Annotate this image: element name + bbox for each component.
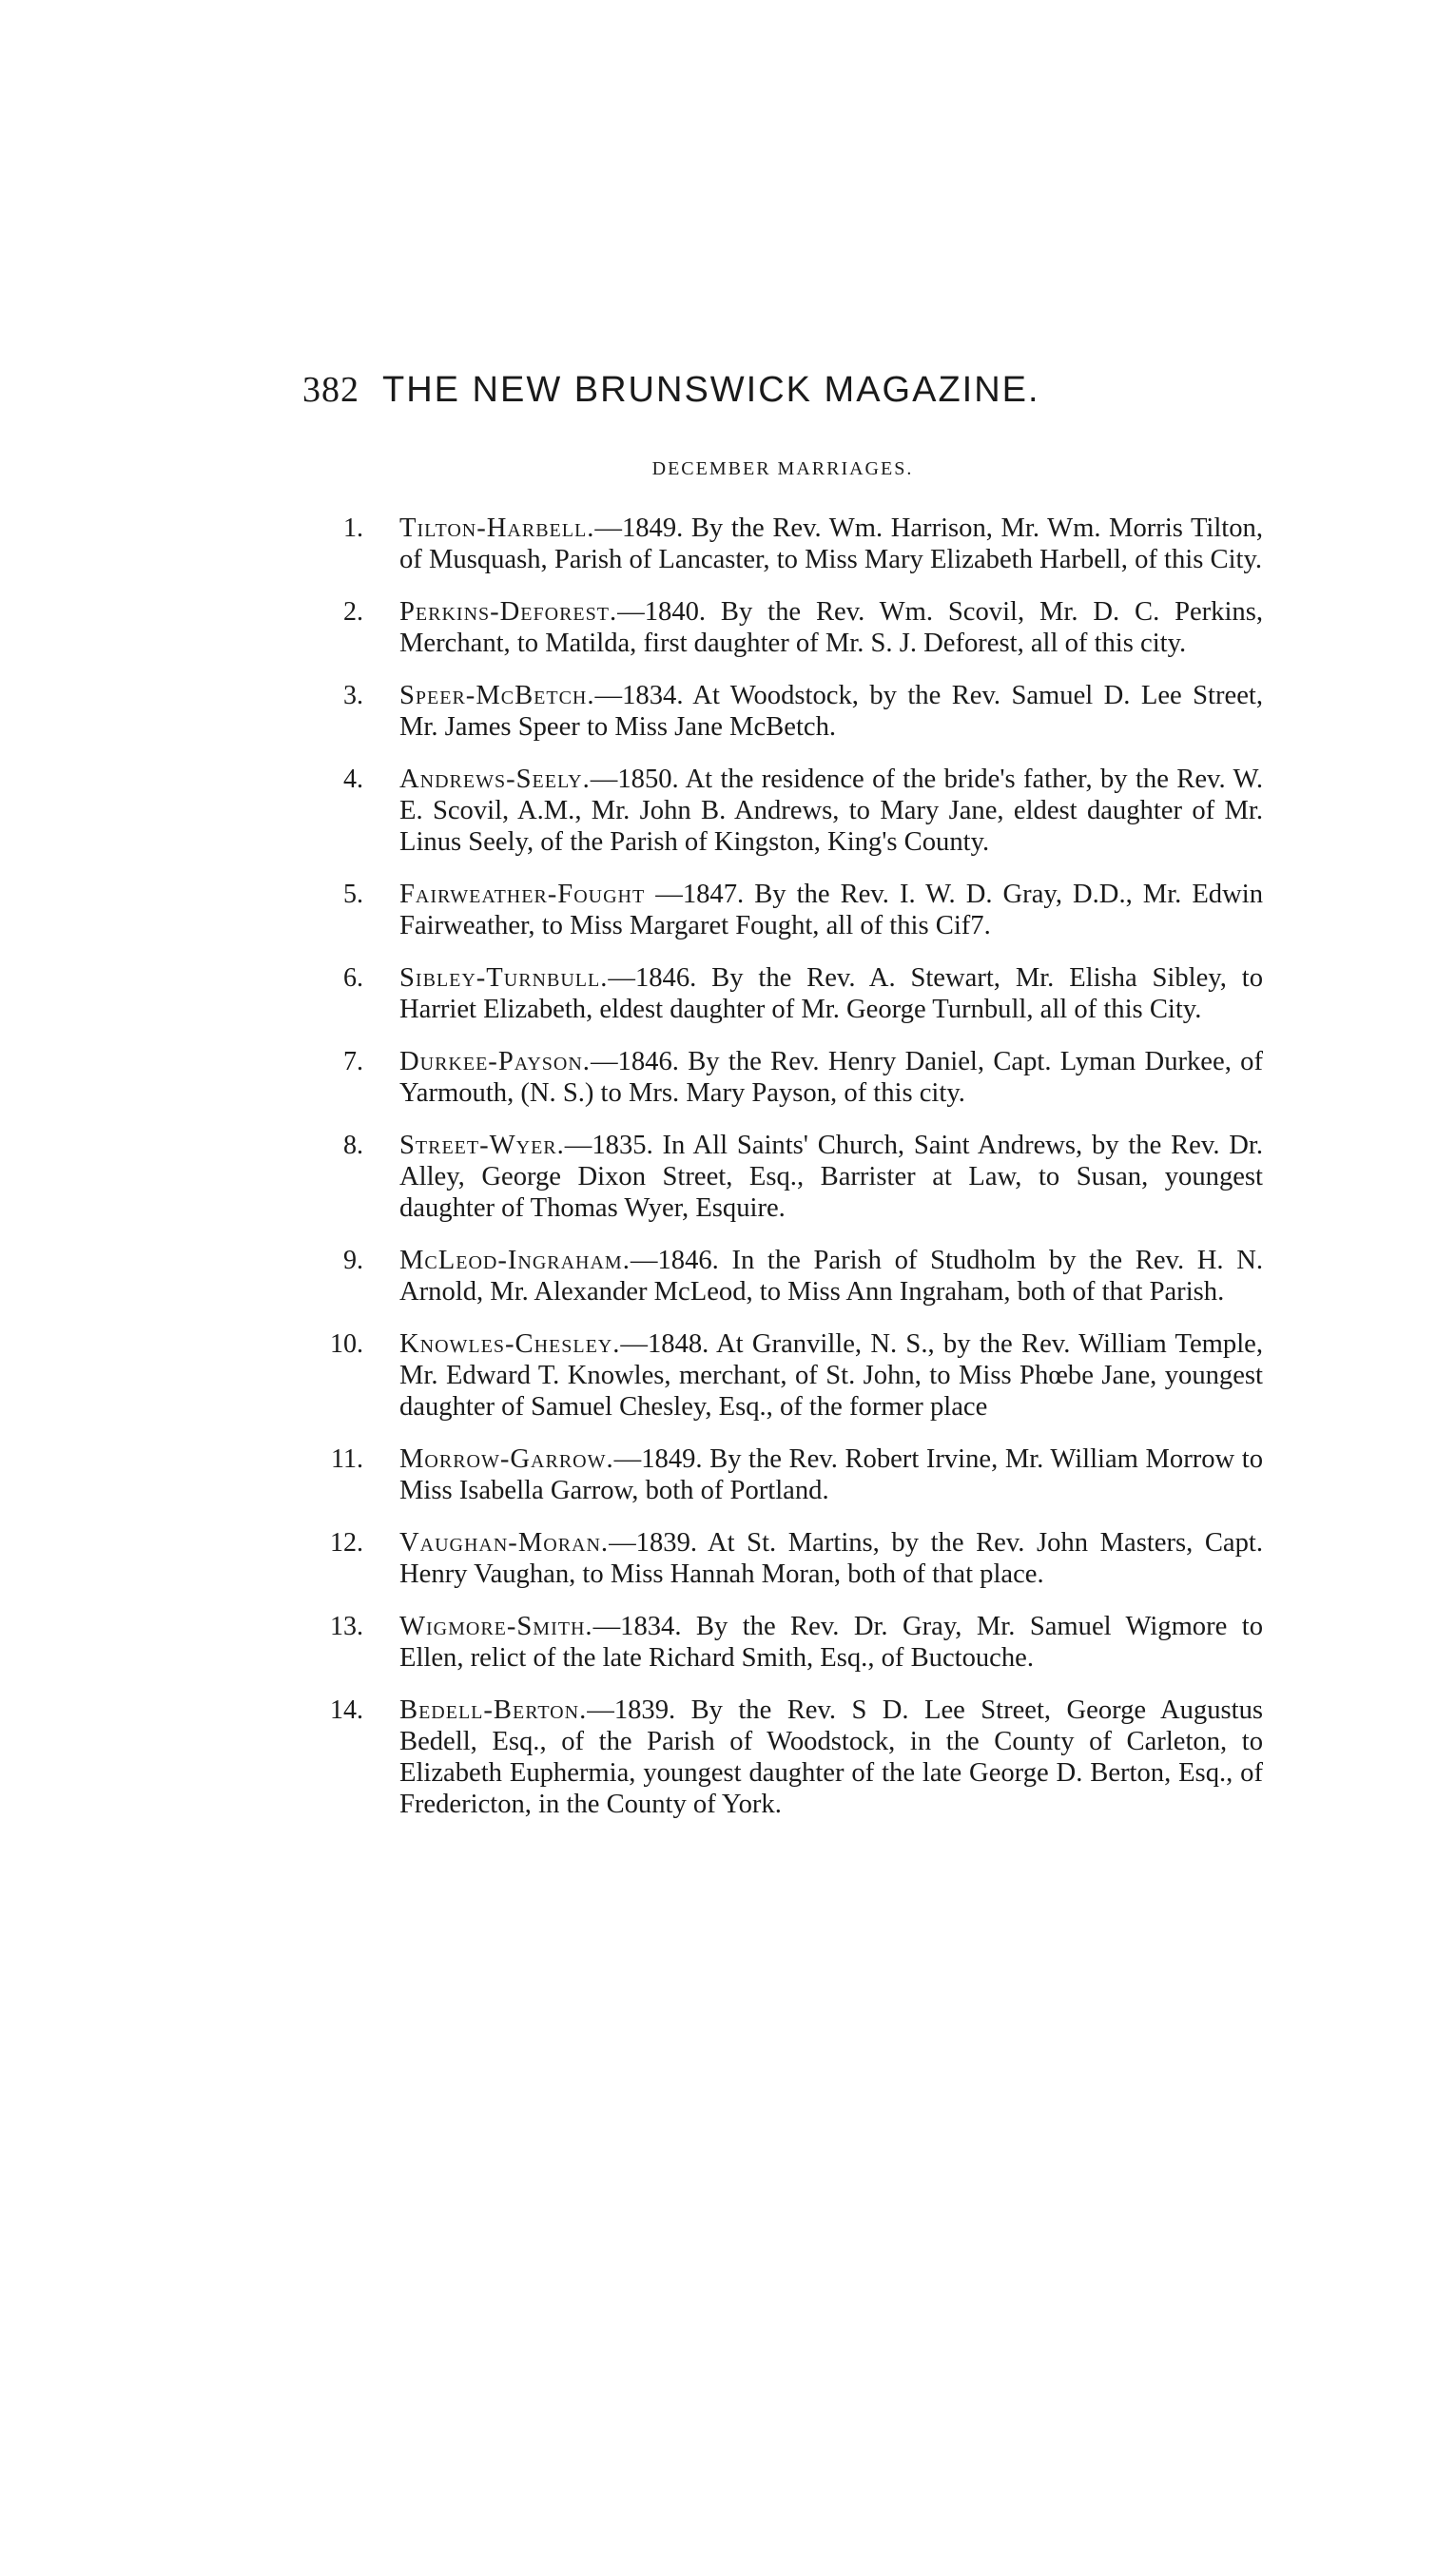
entry-text: —1846. By the Rev. Henry Daniel, Capt. Lyman Durkee, of Yarmouth, (N. S.) to Mrs. Mary Payson, of this city.: [399, 1047, 1263, 1108]
marriage-entry: [302, 680, 1263, 743]
magazine-title: THE NEW BRUNSWICK MAGAZINE.: [382, 370, 1040, 410]
entry-names: Fairweather-Fought: [399, 880, 646, 909]
entry-text: —1846. In the Parish of Studholm by the Rev. H. N. Arnold, Mr. Alexander McLeod, to Miss Ann Ingraham, both of that Parish.: [399, 1246, 1263, 1307]
entry-text: —1835. In All Saints' Church, Saint Andrews, by the Rev. Dr. Alley, George Dixon Street, Esq., Barrister at Law, to Susan, youngest daughter of Thomas Wyer, Esquire.: [399, 1131, 1263, 1223]
entry-names: McLeod-Ingraham.: [399, 1246, 631, 1275]
entry-text: —1848. At Granville, N. S., by the Rev. William Temple, Mr. Edward T. Knowles, merchant, of St. John, to Miss Phœbe Jane, youngest daughter of Samuel Chesley, Esq., of the former place: [399, 1329, 1263, 1422]
marriage-entry: [302, 1328, 1263, 1423]
entry-number: 2.: [343, 597, 363, 627]
entry-number: 11.: [331, 1444, 363, 1474]
entry-text: —1839. At St. Martins, by the Rev. John Masters, Capt. Henry Vaughan, to Miss Hannah Moran, both of that place.: [399, 1528, 1263, 1589]
entry-names: Wigmore-Smith.: [399, 1612, 593, 1641]
entry-text: —1849. By the Rev. Wm. Harrison, Mr. Wm. Morris Tilton, of Musquash, Parish of Lancaster, to Miss Mary Elizabeth Harbell, of this City.: [399, 513, 1263, 574]
entry-names: Durkee-Payson.: [399, 1047, 591, 1076]
entry-text: —1834. At Woodstock, by the Rev. Samuel D. Lee Street, Mr. James Speer to Miss Jane McBetch.: [399, 681, 1263, 742]
entry-text: —1840. By the Rev. Wm. Scovil, Mr. D. C. Perkins, Merchant, to Matilda, first daughter of Mr. S. J. Deforest, all of this city.: [399, 597, 1263, 658]
entry-names: Knowles-Chesley.: [399, 1329, 621, 1359]
entry-names: Andrews-Seely.: [399, 765, 591, 794]
marriage-entry: [302, 1443, 1263, 1506]
marriage-entry: [302, 596, 1263, 659]
entry-text: —1839. By the Rev. S D. Lee Street, George Augustus Bedell, Esq., of the Parish of Woodstock, in the County of Carleton, to Elizabeth Euphermia, youngest daughter of the late George D. Berton, Esq., of Fredericton, in the County of York.: [399, 1695, 1263, 1819]
entry-number: 1.: [343, 513, 363, 543]
entry-names: Speer-McBetch.: [399, 681, 595, 710]
entry-number: 3.: [343, 681, 363, 710]
entry-number: 5.: [343, 880, 363, 909]
running-head: [302, 369, 1263, 411]
marriage-entry: [302, 962, 1263, 1025]
marriage-entry: [302, 764, 1263, 858]
entry-names: Street-Wyer.: [399, 1131, 565, 1160]
entry-number: 7.: [343, 1047, 363, 1076]
marriage-entry: [302, 879, 1263, 941]
entry-text: —1846. By the Rev. A. Stewart, Mr. Elisha Sibley, to Harriet Elizabeth, eldest daughter of Mr. George Turnbull, all of this City.: [399, 963, 1263, 1024]
entry-number: 4.: [343, 765, 363, 794]
page-number: 382: [302, 370, 359, 410]
entry-names: Perkins-Deforest.: [399, 597, 618, 627]
marriage-entry: [302, 1130, 1263, 1224]
entry-text: —1850. At the residence of the bride's father, by the Rev. W. E. Scovil, A.M., Mr. John B. Andrews, to Mary Jane, eldest daughter of Mr. Linus Seely, of the Parish of Kingston, King's County.: [399, 765, 1263, 857]
marriage-entry: [302, 1527, 1263, 1590]
entry-names: Vaughan-Moran.: [399, 1528, 610, 1558]
entry-number: 8.: [343, 1131, 363, 1160]
marriage-entry: [302, 513, 1263, 575]
entry-number: 10.: [330, 1329, 363, 1359]
entry-text: —1847. By the Rev. I. W. D. Gray, D.D., Mr. Edwin Fairweather, to Miss Margaret Fought, all of this Cif7.: [399, 880, 1263, 940]
entry-number: 13.: [330, 1612, 363, 1641]
entry-names: Sibley-Turnbull.: [399, 963, 609, 993]
entry-text: —1849. By the Rev. Robert Irvine, Mr. William Morrow to Miss Isabella Garrow, both of Portland.: [399, 1444, 1263, 1505]
entry-number: 14.: [330, 1695, 363, 1725]
marriage-entry: [302, 1695, 1263, 1820]
entry-text: —1834. By the Rev. Dr. Gray, Mr. Samuel Wigmore to Ellen, relict of the late Richard Smith, Esq., of Buctouche.: [399, 1612, 1263, 1673]
marriage-entry: [302, 1046, 1263, 1109]
entry-number: 6.: [343, 963, 363, 993]
document-page: [302, 369, 1263, 1841]
entry-names: Bedell-Berton.: [399, 1695, 588, 1725]
section-heading: DECEMBER MARRIAGES.: [651, 458, 914, 479]
marriage-list: [302, 513, 1263, 1820]
entry-number: 9.: [343, 1246, 363, 1275]
entry-names: Morrow-Garrow.: [399, 1444, 614, 1474]
entry-names: Tilton-Harbell.: [399, 513, 595, 543]
entry-number: 12.: [330, 1528, 363, 1558]
marriage-entry: [302, 1245, 1263, 1307]
marriage-entry: [302, 1611, 1263, 1674]
